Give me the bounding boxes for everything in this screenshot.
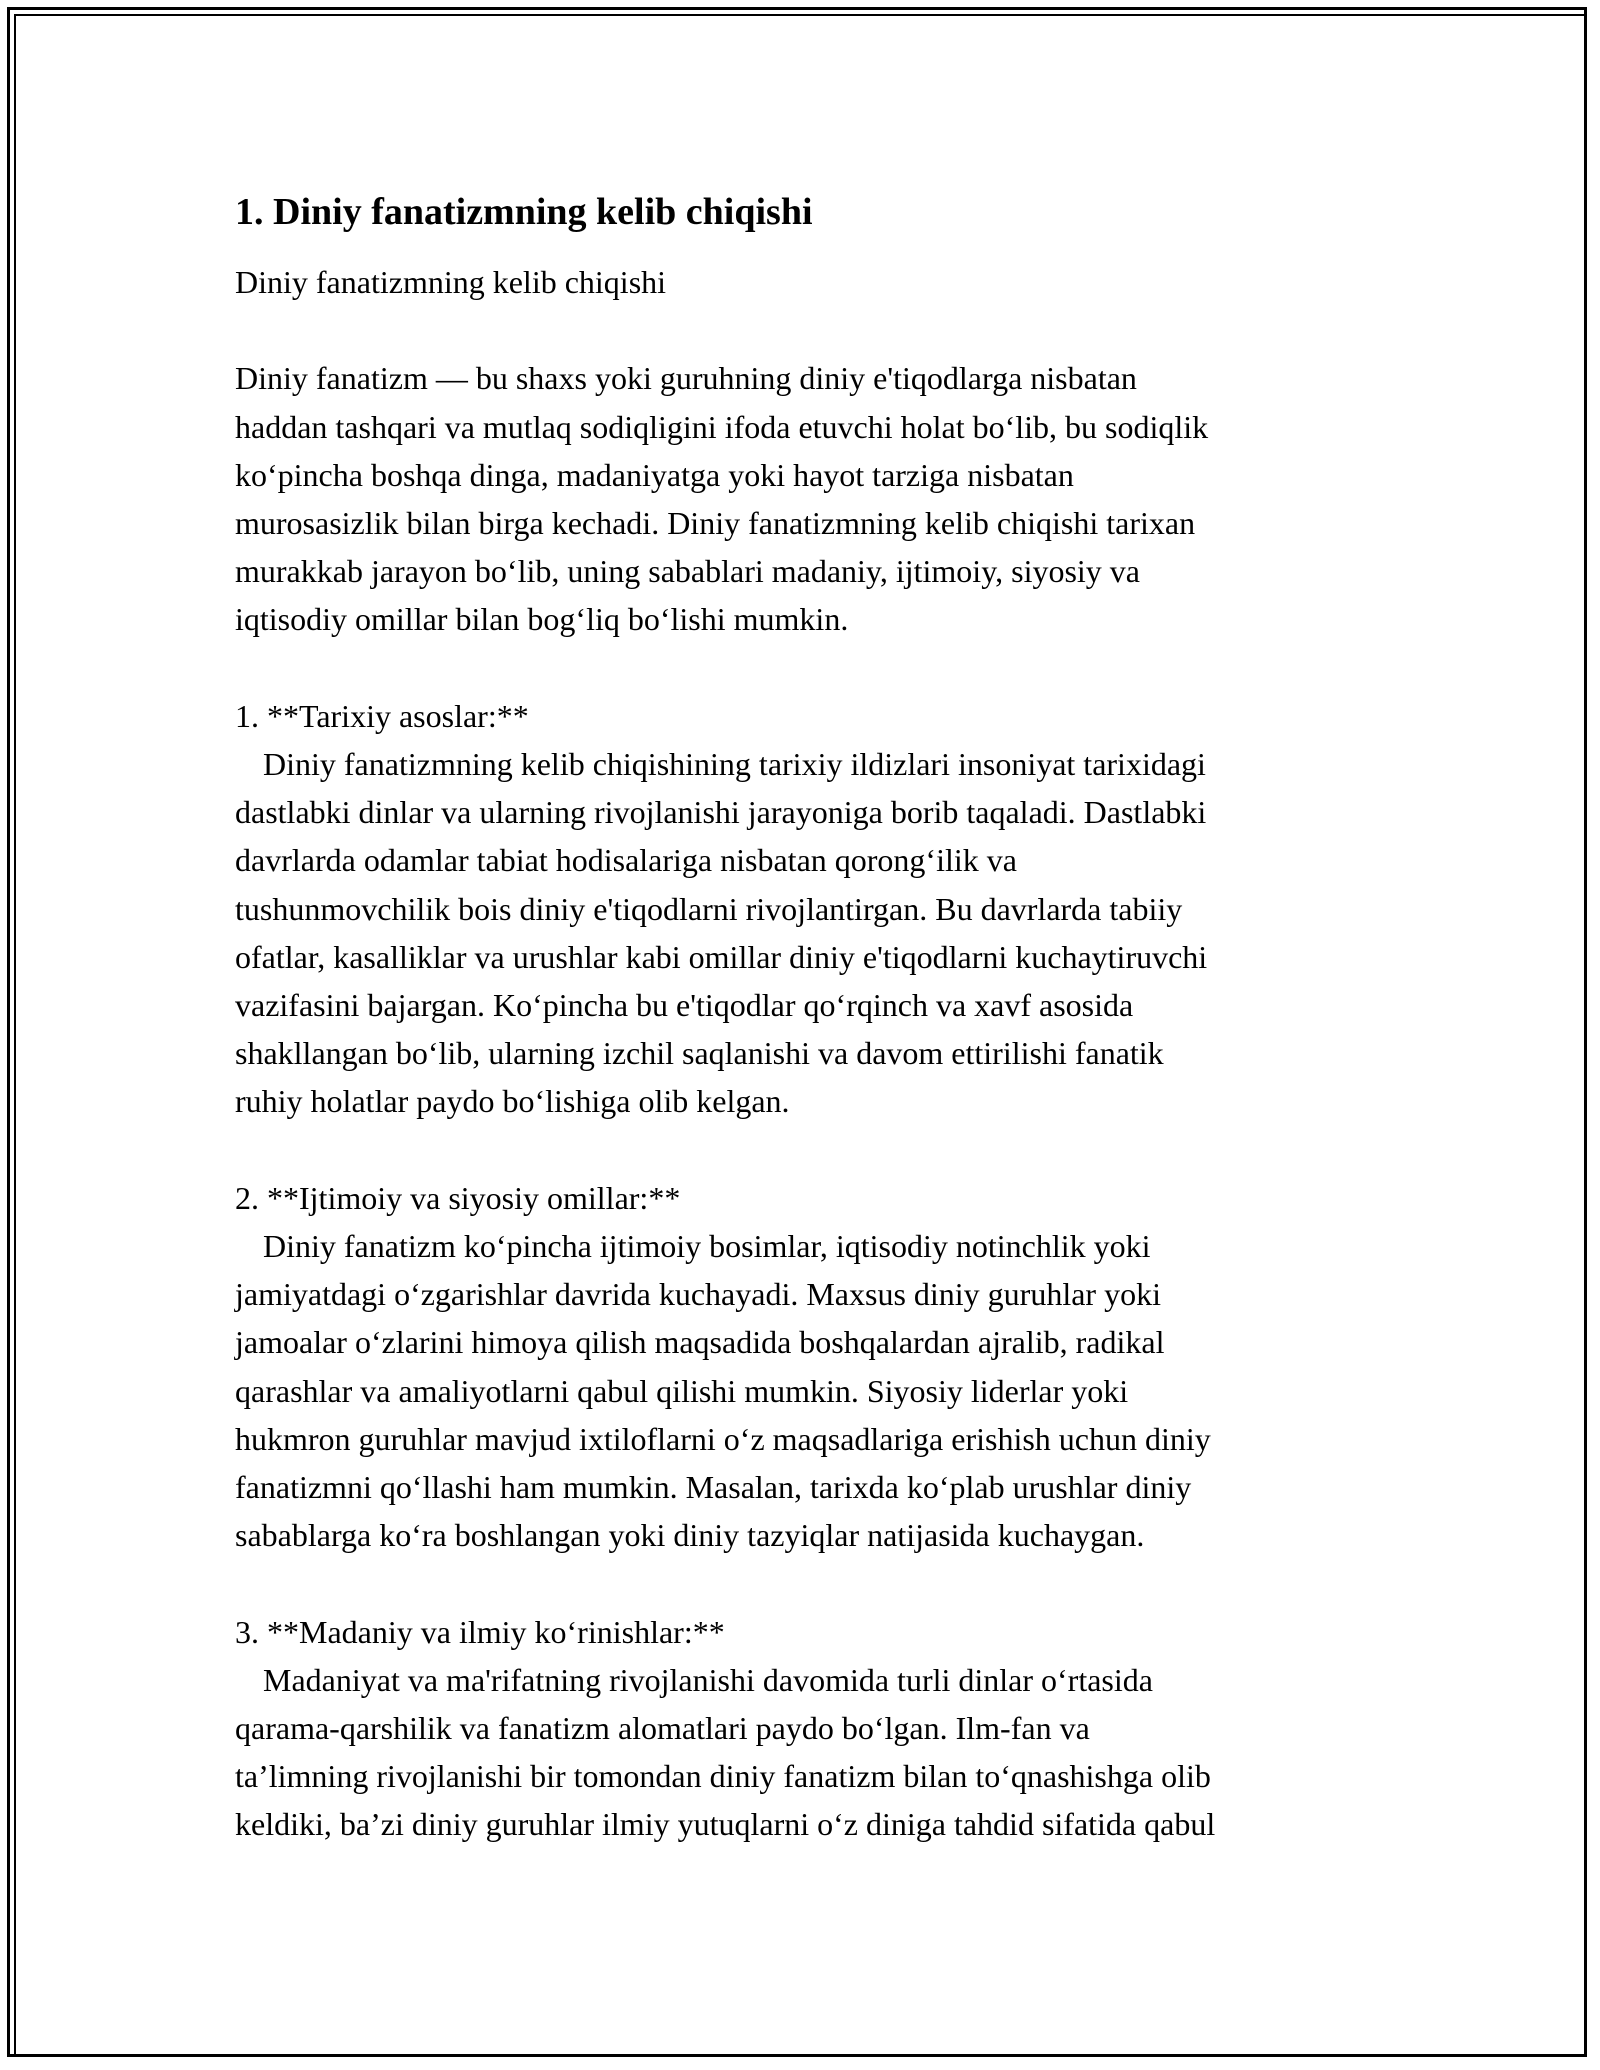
section-line: Diniy fanatizmning kelib chiqishining tarixiy ildizlari insoniyat tarixidagi bbox=[263, 746, 1206, 782]
section-line: qarama-qarshilik va fanatizm alomatlari paydo bo‘lgan. Ilm-fan va bbox=[235, 1710, 1090, 1747]
section-line: shakllangan bo‘lib, ularning izchil saqlanishi va davom ettirilishi fanatik bbox=[235, 1035, 1164, 1072]
section-line: hukmron guruhlar mavjud ixtiloflarni o‘z maqsadlariga erishish uchun diniy bbox=[235, 1420, 1211, 1457]
section-line: Madaniyat va ma'rifatning rivojlanishi davomida turli dinlar o‘rtasida bbox=[263, 1661, 1153, 1698]
section-line: fanatizmni qo‘llashi ham mumkin. Masalan, tarixda ko‘plab urushlar diniy bbox=[235, 1469, 1192, 1506]
section-heading: 2. **Ijtimoiy va siyosiy omillar:** bbox=[235, 1179, 681, 1216]
intro-line: iqtisodiy omillar bilan bog‘liq bo‘lishi mumkin. bbox=[235, 601, 849, 638]
section-line: ruhiy holatlar paydo bo‘lishiga olib kelgan. bbox=[235, 1083, 790, 1120]
intro-line: murakkab jarayon bo‘lib, uning sabablari madaniy, ijtimoiy, siyosiy va bbox=[235, 553, 1140, 590]
section-heading: 3. **Madaniy va ilmiy ko‘rinishlar:** bbox=[235, 1613, 725, 1650]
section-line: Diniy fanatizm ko‘pincha ijtimoiy bosimlar, iqtisodiy notinchlik yoki bbox=[263, 1228, 1151, 1265]
intro-paragraph bbox=[235, 354, 1385, 643]
section-madaniy-ilmiy bbox=[235, 1608, 1385, 1849]
section-heading: 1. **Tarixiy asoslar:** bbox=[235, 697, 529, 734]
section-line: jamoalar o‘zlarini himoya qilish maqsadida boshqalardan ajralib, radikal bbox=[235, 1324, 1165, 1361]
section-line: dastlabki dinlar va ularning rivojlanishi jarayoniga borib taqaladi. Dastlabki bbox=[235, 794, 1207, 831]
intro-line: Diniy fanatizm — bu shaxs yoki guruhning diniy e'tiqodlarga nisbatan bbox=[235, 360, 1137, 397]
section-tarixiy-asoslar bbox=[235, 692, 1385, 1126]
section-line: vazifasini bajargan. Ko‘pincha bu e'tiqodlar qo‘rqinch va xavf asosida bbox=[235, 987, 1134, 1024]
section-line: sabablarga ko‘ra boshlangan yoki diniy tazyiqlar natijasida kuchaygan. bbox=[235, 1517, 1145, 1554]
intro-line: murosasizlik bilan birga kechadi. Diniy fanatizmning kelib chiqishi tarixan bbox=[235, 505, 1196, 541]
section-line: davrlarda odamlar tabiat hodisalariga nisbatan qorong‘ilik va bbox=[235, 842, 1017, 879]
section-line: ofatlar, kasalliklar va urushlar kabi omillar diniy e'tiqodlarni kuchaytiruvchi bbox=[235, 938, 1208, 975]
section-line: tushunmovchilik bois diniy e'tiqodlarni rivojlantirgan. Bu davrlarda tabiiy bbox=[235, 890, 1183, 927]
document-subtitle: Diniy fanatizmning kelib chiqishi bbox=[235, 264, 667, 300]
section-ijtimoiy-siyosiy bbox=[235, 1174, 1385, 1560]
section-line: qarashlar va amaliyotlarni qabul qilishi mumkin. Siyosiy liderlar yoki bbox=[235, 1372, 1129, 1409]
intro-line: ko‘pincha boshqa dinga, madaniyatga yoki hayot tarziga nisbatan bbox=[235, 456, 1074, 493]
section-line: jamiyatdagi o‘zgarishlar davrida kuchayadi. Maxsus diniy guruhlar yoki bbox=[235, 1276, 1161, 1313]
section-line: ta’limning rivojlanishi bir tomondan diniy fanatizm bilan to‘qnashishga olib bbox=[235, 1758, 1211, 1795]
document-title: 1. Diniy fanatizmning kelib chiqishi bbox=[235, 191, 813, 233]
document-body bbox=[235, 186, 1385, 1849]
intro-line: haddan tashqari va mutlaq sodiqligini ifoda etuvchi holat bo‘lib, bu sodiqlik bbox=[235, 408, 1209, 445]
section-line: keldiki, ba’zi diniy guruhlar ilmiy yutuqlarni o‘z diniga tahdid sifatida qabul bbox=[235, 1806, 1216, 1843]
